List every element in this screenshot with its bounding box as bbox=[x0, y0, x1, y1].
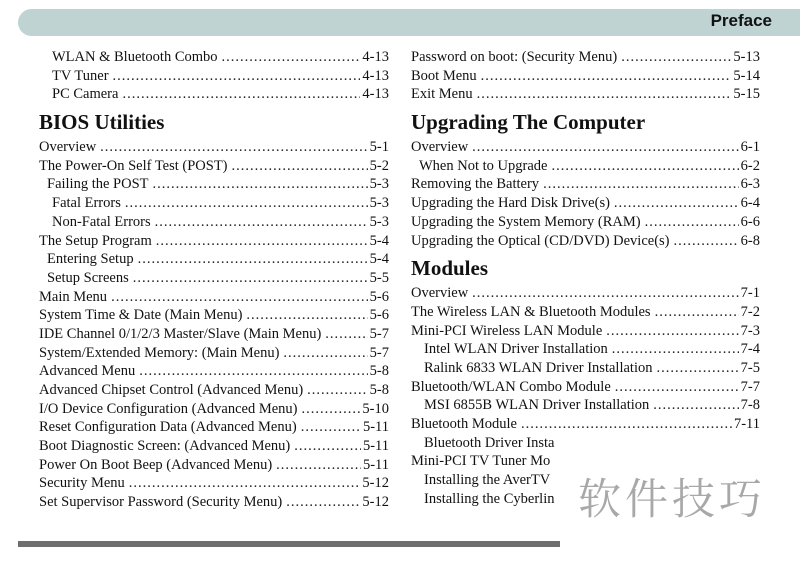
toc-entry[interactable] bbox=[39, 250, 389, 269]
toc-entry-title: Mini-PCI TV Tuner Mo bbox=[411, 453, 551, 470]
footer-rule bbox=[18, 541, 560, 547]
toc-entry-title: Installing the Cyberlin bbox=[424, 490, 555, 507]
toc-entry-title: Entering Setup bbox=[47, 251, 134, 268]
dot-leader bbox=[122, 85, 360, 104]
toc-entry-page: 5-7 bbox=[369, 344, 389, 361]
toc-entry[interactable] bbox=[39, 381, 389, 400]
toc-entry-title: The Setup Program bbox=[39, 232, 152, 249]
dot-leader bbox=[521, 415, 732, 434]
toc-entry[interactable] bbox=[39, 67, 389, 86]
toc-entry-page: 7-5 bbox=[740, 359, 760, 376]
toc-entry-page: 5-15 bbox=[733, 86, 760, 103]
dot-leader bbox=[301, 418, 361, 437]
toc-entry-page: 4-13 bbox=[362, 67, 389, 84]
dot-leader bbox=[612, 340, 739, 359]
dot-leader bbox=[621, 48, 731, 67]
toc-entry-page: 5-3 bbox=[369, 176, 389, 193]
toc-entry-page: 5-12 bbox=[362, 475, 389, 492]
toc-entry[interactable] bbox=[39, 493, 389, 512]
toc-entry-title: Overview bbox=[39, 139, 97, 156]
toc-entry-title: Advanced Chipset Control (Advanced Menu) bbox=[39, 382, 304, 398]
toc-entry-page: 5-10 bbox=[362, 400, 389, 417]
toc-entry-title: Ralink 6833 WLAN Driver Installation bbox=[424, 359, 653, 376]
toc-entry[interactable] bbox=[411, 232, 760, 251]
toc-entry-page: 5-13 bbox=[733, 49, 760, 65]
toc-entry-title: Reset Configuration Data (Advanced Menu) bbox=[39, 419, 297, 436]
toc-entry-title: Installing the AverTV bbox=[424, 472, 551, 489]
dot-leader bbox=[113, 67, 361, 86]
toc-entry-title: Advanced Menu bbox=[39, 363, 136, 380]
dot-leader bbox=[606, 322, 738, 341]
dot-leader bbox=[543, 175, 739, 194]
toc-entry-page: 6-8 bbox=[740, 232, 760, 249]
toc-entry-title: IDE Channel 0/1/2/3 Master/Slave (Main Menu) bbox=[39, 325, 322, 342]
toc-entry-page: 5-1 bbox=[369, 139, 389, 156]
dot-leader bbox=[307, 381, 367, 400]
dot-leader bbox=[614, 194, 739, 213]
dot-leader bbox=[472, 138, 738, 157]
toc-entry-title: Upgrading the Hard Disk Drive(s) bbox=[411, 195, 610, 212]
toc-entry-title: TV Tuner bbox=[52, 67, 109, 84]
toc-entry-title: MSI 6855B WLAN Driver Installation bbox=[424, 397, 650, 414]
dot-leader bbox=[222, 48, 361, 67]
toc-entry[interactable] bbox=[39, 48, 389, 67]
toc-entry-title: System/Extended Memory: (Main Menu) bbox=[39, 344, 280, 361]
toc-entry[interactable] bbox=[411, 322, 760, 341]
toc-left-column bbox=[39, 48, 389, 512]
toc-entry-title: I/O Device Configuration (Advanced Menu) bbox=[39, 400, 298, 417]
toc-entry-title: Bluetooth Driver Insta bbox=[424, 434, 555, 451]
toc-entry-page: 5-11 bbox=[362, 456, 389, 473]
toc-entry-page: 5-4 bbox=[369, 251, 389, 268]
toc-entry-page: 5-3 bbox=[369, 213, 389, 230]
toc-entry-title: Overview bbox=[411, 139, 469, 156]
toc-entry[interactable] bbox=[411, 67, 760, 86]
toc-entry-title: Upgrading the System Memory (RAM) bbox=[411, 213, 641, 230]
toc-entry-title: WLAN & Bluetooth Combo bbox=[52, 49, 218, 65]
dot-leader bbox=[156, 232, 368, 251]
dot-leader bbox=[139, 362, 367, 381]
section-title-bios-utilities: BIOS Utilities bbox=[39, 110, 165, 135]
toc-entry-title: Failing the POST bbox=[47, 176, 149, 193]
toc-entry-title: Fatal Errors bbox=[52, 195, 121, 212]
toc-entry-page: 5-8 bbox=[369, 363, 389, 380]
toc-entry-title: Intel WLAN Driver Installation bbox=[424, 341, 608, 358]
dot-leader bbox=[656, 359, 738, 378]
toc-entry[interactable] bbox=[411, 340, 760, 359]
toc-entry-page: 5-5 bbox=[369, 269, 389, 286]
toc-entry[interactable] bbox=[411, 396, 760, 415]
toc-entry-title: Exit Menu bbox=[411, 86, 473, 103]
toc-entry[interactable] bbox=[39, 474, 389, 493]
dot-leader bbox=[655, 303, 739, 322]
dot-leader bbox=[125, 194, 368, 213]
toc-entry[interactable] bbox=[39, 213, 389, 232]
toc-entry[interactable] bbox=[39, 400, 389, 419]
toc-entry-title: Boot Menu bbox=[411, 67, 477, 84]
header-title: Preface bbox=[710, 11, 772, 30]
toc-entry-title: Set Supervisor Password (Security Menu) bbox=[39, 494, 283, 511]
toc-entry[interactable] bbox=[411, 85, 760, 104]
toc-entry[interactable] bbox=[411, 415, 760, 434]
toc-entry-page: 5-4 bbox=[369, 232, 389, 249]
toc-entry-title: Upgrading the Optical (CD/DVD) Device(s) bbox=[411, 232, 670, 249]
toc-entry-title: Password on boot: (Security Menu) bbox=[411, 49, 618, 65]
toc-entry-title: Mini-PCI Wireless LAN Module bbox=[411, 322, 603, 339]
toc-entry-page: 4-13 bbox=[362, 49, 389, 65]
dot-leader bbox=[111, 288, 368, 307]
toc-entry-page: 5-11 bbox=[362, 419, 389, 436]
toc-entry[interactable] bbox=[411, 284, 760, 303]
header-bar bbox=[18, 9, 800, 36]
dot-leader bbox=[551, 157, 738, 176]
dot-leader bbox=[129, 474, 361, 493]
toc-entry-page: 7-8 bbox=[740, 397, 760, 414]
toc-entry-title: System Time & Date (Main Menu) bbox=[39, 307, 243, 324]
toc-entry[interactable] bbox=[39, 456, 389, 475]
toc-entry[interactable] bbox=[411, 194, 760, 213]
toc-entry[interactable] bbox=[39, 232, 389, 251]
toc-entry-title: PC Camera bbox=[52, 86, 119, 103]
dot-leader bbox=[615, 378, 739, 397]
dot-leader bbox=[153, 175, 368, 194]
dot-leader bbox=[286, 493, 360, 512]
toc-entry-page: 6-3 bbox=[740, 176, 760, 193]
dot-leader bbox=[477, 85, 732, 104]
toc-entry-page: 7-1 bbox=[740, 285, 760, 302]
toc-entry[interactable] bbox=[411, 359, 760, 378]
toc-entry-title: When Not to Upgrade bbox=[419, 157, 548, 174]
toc-entry-page: 5-2 bbox=[369, 157, 389, 174]
dot-leader bbox=[294, 437, 361, 456]
toc-entry-page: 5-12 bbox=[362, 494, 389, 511]
toc-entry-title: Removing the Battery bbox=[411, 176, 540, 193]
section-title-modules: Modules bbox=[411, 256, 489, 281]
toc-entry-page: 7-3 bbox=[740, 322, 760, 339]
toc-entry-title: Setup Screens bbox=[47, 269, 129, 286]
toc-entry-title: Main Menu bbox=[39, 288, 108, 305]
dot-leader bbox=[481, 67, 732, 86]
dot-leader bbox=[138, 250, 368, 269]
toc-entry[interactable] bbox=[39, 175, 389, 194]
toc-entry[interactable] bbox=[39, 85, 389, 104]
toc-entry-page: 7-11 bbox=[733, 416, 760, 432]
toc-entry[interactable] bbox=[411, 48, 760, 67]
toc-entry-title: The Wireless LAN & Bluetooth Modules bbox=[411, 303, 651, 320]
toc-entry-title: Power On Boot Beep (Advanced Menu) bbox=[39, 456, 273, 473]
toc-entry-page: 5-7 bbox=[369, 325, 389, 342]
toc-entry-page: 6-2 bbox=[740, 157, 760, 174]
upgrading-entries bbox=[411, 138, 760, 250]
toc-entry[interactable] bbox=[411, 303, 760, 322]
toc-entry[interactable] bbox=[411, 213, 760, 232]
toc-entry[interactable] bbox=[39, 194, 389, 213]
toc-entry-page: 5-11 bbox=[362, 438, 389, 455]
left-top-entries bbox=[39, 48, 389, 104]
toc-entry-title: Bluetooth/WLAN Combo Module bbox=[411, 378, 611, 395]
section-title-upgrading: Upgrading The Computer bbox=[411, 110, 646, 135]
dot-leader bbox=[674, 232, 739, 251]
toc-entry-title: Non-Fatal Errors bbox=[52, 213, 151, 230]
toc-entry[interactable] bbox=[39, 362, 389, 381]
dot-leader bbox=[325, 325, 367, 344]
dot-leader bbox=[645, 213, 739, 232]
dot-leader bbox=[302, 400, 361, 419]
toc-entry-page: 5-8 bbox=[369, 382, 389, 398]
toc-entry-page: 7-4 bbox=[740, 341, 760, 358]
dot-leader bbox=[472, 284, 738, 303]
toc-entry-page: 7-2 bbox=[740, 303, 760, 320]
toc-entry-page: 7-7 bbox=[740, 378, 760, 395]
bios-utilities-entries bbox=[39, 138, 389, 512]
toc-entry-page: 5-6 bbox=[369, 307, 389, 324]
toc-entry-page: 4-13 bbox=[362, 86, 389, 103]
toc-entry-title: Boot Diagnostic Screen: (Advanced Menu) bbox=[39, 438, 291, 455]
modules-entries bbox=[411, 284, 760, 434]
toc-entry-title: Bluetooth Module bbox=[411, 416, 517, 432]
toc-entry[interactable] bbox=[39, 306, 389, 325]
toc-entry-title: The Power-On Self Test (POST) bbox=[39, 157, 228, 174]
toc-entry[interactable] bbox=[411, 157, 760, 176]
toc-entry[interactable] bbox=[39, 418, 389, 437]
toc-entry[interactable] bbox=[411, 138, 760, 157]
toc-entry[interactable] bbox=[39, 437, 389, 456]
toc-entry[interactable] bbox=[39, 269, 389, 288]
dot-leader bbox=[155, 213, 368, 232]
toc-entry[interactable] bbox=[39, 288, 389, 307]
toc-entry-page: 6-4 bbox=[740, 195, 760, 212]
toc-entry[interactable] bbox=[411, 378, 760, 397]
toc-entry-page: 5-14 bbox=[733, 67, 760, 84]
toc-entry-page: 6-1 bbox=[740, 139, 760, 156]
dot-leader bbox=[133, 269, 368, 288]
toc-entry[interactable] bbox=[39, 325, 389, 344]
dot-leader bbox=[232, 157, 368, 176]
toc-entry-title: Overview bbox=[411, 285, 469, 302]
dot-leader bbox=[653, 396, 738, 415]
toc-entry[interactable] bbox=[39, 344, 389, 363]
dot-leader bbox=[100, 138, 367, 157]
dot-leader bbox=[276, 456, 361, 475]
dot-leader bbox=[283, 344, 367, 363]
watermark-text: 软件技巧 bbox=[578, 475, 766, 525]
toc-entry-page: 5-6 bbox=[369, 288, 389, 305]
dot-leader bbox=[246, 306, 367, 325]
toc-entry[interactable] bbox=[39, 157, 389, 176]
right-top-entries bbox=[411, 48, 760, 104]
toc-entry-page: 5-3 bbox=[369, 195, 389, 212]
toc-entry-title: Security Menu bbox=[39, 475, 125, 492]
toc-entry-page: 6-6 bbox=[740, 213, 760, 230]
toc-entry[interactable] bbox=[39, 138, 389, 157]
toc-entry[interactable] bbox=[411, 175, 760, 194]
